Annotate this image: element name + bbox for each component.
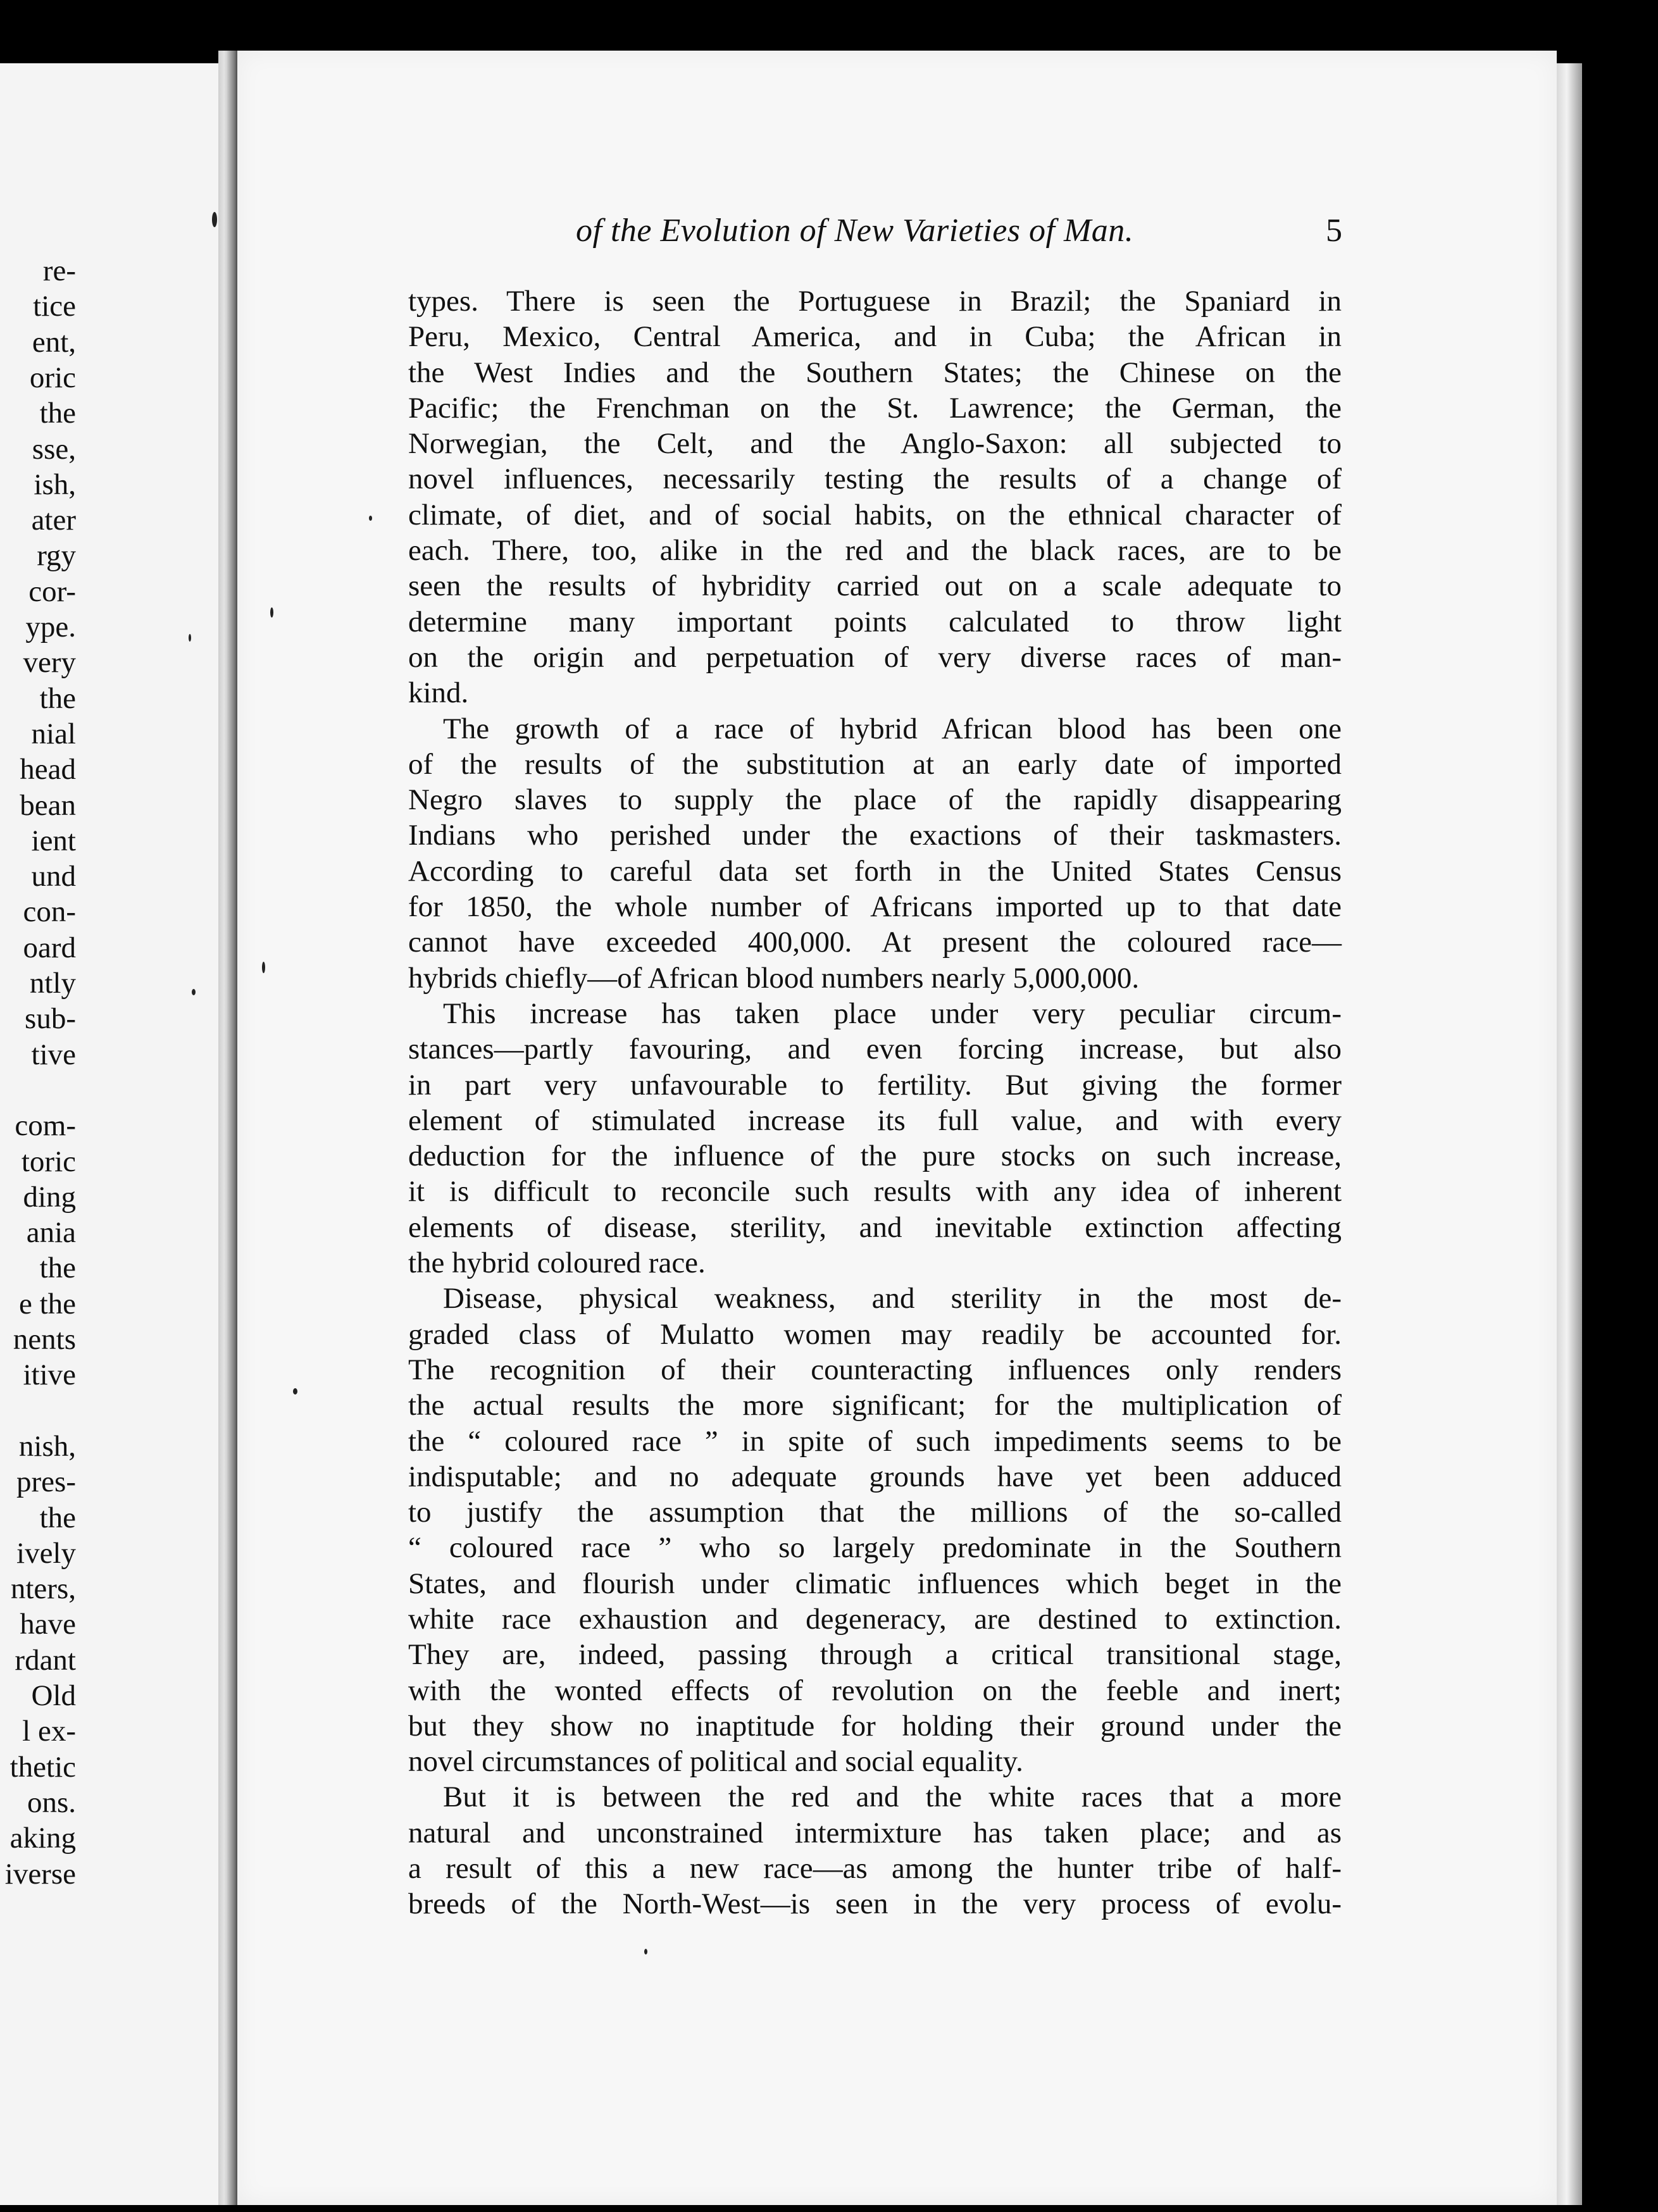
- facing-page-line: sse,: [32, 432, 76, 466]
- scan-speck: [369, 516, 372, 521]
- text-line: the hybrid coloured race.: [408, 1246, 706, 1280]
- facing-page-line: Old: [31, 1679, 76, 1712]
- text-line: climate, of diet, and of social habits, on the ethnical character of: [408, 498, 1342, 531]
- text-line: the “ coloured race ” in spite of such impediments seems to be: [408, 1424, 1342, 1458]
- page-edge: [1557, 63, 1582, 2205]
- text-line: novel circumstances of political and social equality.: [408, 1745, 1023, 1779]
- facing-page-line: l ex-: [22, 1715, 76, 1748]
- paragraph: [408, 283, 1342, 711]
- paragraph: [408, 1281, 1342, 1779]
- facing-page-line: cor-: [28, 575, 76, 608]
- text-line: The recognition of their counteracting influences only renders: [408, 1353, 1342, 1386]
- facing-page-line: head: [20, 753, 76, 786]
- facing-page-line: und: [31, 860, 76, 893]
- facing-page-line: nters,: [10, 1572, 76, 1606]
- text-line: “ coloured race ” who so largely predominate in the Southern: [408, 1531, 1342, 1565]
- running-head: of the Evolution of New Varieties of Man.: [576, 213, 1134, 249]
- text-line: This increase has taken place under very peculiar circum-: [443, 997, 1342, 1030]
- text-line: Disease, physical weakness, and sterility in the most de-: [443, 1282, 1342, 1315]
- text-line: element of stimulated increase its full value, and with every: [408, 1103, 1342, 1137]
- facing-page-line: ding: [23, 1180, 76, 1214]
- facing-page-line: nish,: [18, 1429, 76, 1463]
- text-line: the West Indies and the Southern States; the Chinese on the: [408, 356, 1342, 389]
- facing-page-line: ively: [16, 1536, 76, 1570]
- text-line: novel influences, necessarily testing the results of a change of: [408, 463, 1342, 496]
- facing-page-line: rdant: [15, 1643, 76, 1677]
- text-line: The growth of a race of hybrid African blood has been one: [443, 712, 1342, 745]
- facing-page-line: the: [39, 681, 76, 715]
- text-line: Pacific; the Frenchman on the St. Lawrence; the German, the: [408, 391, 1342, 425]
- scan-speck: [192, 989, 196, 995]
- text-line: Negro slaves to supply the place of the rapidly disappearing: [408, 783, 1342, 817]
- text-line: determine many important points calculated to throw light: [408, 605, 1342, 638]
- text-line: seen the results of hybridity carried out on a scale adequate to: [408, 569, 1342, 603]
- facing-page-line: ent,: [32, 325, 76, 359]
- text-line: the actual results the more significant; for the multiplication of: [408, 1389, 1342, 1422]
- scan-speck: [189, 634, 191, 642]
- text-line: with the wonted effects of revolution on the feeble and inert;: [408, 1674, 1342, 1707]
- facing-page-line: very: [23, 646, 76, 680]
- text-line: of the results of the substitution at an early date of imported: [408, 747, 1342, 781]
- text-line: Norwegian, the Celt, and the Anglo-Saxon: all subjected to: [408, 427, 1342, 461]
- facing-page-line: nents: [13, 1323, 76, 1356]
- text-line: a result of this a new race—as among the hunter tribe of half-: [408, 1852, 1342, 1886]
- scan-speck: [262, 962, 265, 973]
- facing-page-line: ons.: [27, 1786, 76, 1819]
- text-line: elements of disease, sterility, and inevitable extinction affecting: [408, 1210, 1342, 1244]
- facing-page-line: con-: [23, 895, 76, 929]
- text-line: cannot have exceeded 400,000. At present the coloured race—: [408, 926, 1342, 959]
- facing-page-line: ient: [31, 824, 76, 857]
- scan-speck: [270, 607, 273, 618]
- text-line: graded class of Mulatto women may readily be accounted for.: [408, 1317, 1342, 1351]
- facing-page-line: iverse: [4, 1857, 76, 1891]
- text-line: it is difficult to reconcile such results with any idea of inherent: [408, 1175, 1342, 1209]
- facing-page-line: oard: [23, 931, 76, 964]
- facing-page-line: ype.: [25, 611, 76, 643]
- text-line: Peru, Mexico, Central America, and in Cuba; the African in: [408, 320, 1342, 354]
- text-line: According to careful data set forth in the United States Census: [408, 854, 1342, 888]
- text-line: They are, indeed, passing through a critical transitional stage,: [408, 1638, 1342, 1672]
- facing-page-line: e the: [18, 1287, 76, 1320]
- facing-page-line: toric: [21, 1145, 76, 1178]
- text-line: indisputable; and no adequate grounds have yet been adduced: [408, 1460, 1342, 1493]
- facing-page-line: thetic: [9, 1750, 76, 1784]
- scan-speck: [644, 1949, 647, 1954]
- text-line: deduction for the influence of the pure stocks on such increase,: [408, 1140, 1342, 1173]
- facing-page-line: tice: [33, 290, 76, 323]
- facing-page-line: ish,: [34, 468, 76, 501]
- text-line: But it is between the red and the white races that a more: [443, 1780, 1342, 1814]
- facing-page-line: rgy: [37, 539, 76, 573]
- text-line: on the origin and perpetuation of very diverse races of man-: [408, 640, 1342, 674]
- text-line: hybrids chiefly—of African blood numbers nearly 5,000,000.: [408, 961, 1140, 995]
- page-number: 5: [1326, 213, 1342, 249]
- facing-page-line: bean: [20, 788, 76, 822]
- paragraph: [408, 711, 1342, 996]
- facing-page-line: the: [39, 1501, 76, 1534]
- text-line: States, and flourish under climatic influences which beget in the: [408, 1567, 1342, 1600]
- facing-page-line: the: [39, 1252, 76, 1285]
- text-line: white race exhaustion and degeneracy, are destined to extinction.: [408, 1602, 1342, 1636]
- text-line: but they show no inaptitude for holding their ground under the: [408, 1709, 1342, 1743]
- scan-speck: [212, 212, 217, 227]
- text-line: stances—partly favouring, and even forcing increase, but also: [408, 1033, 1342, 1066]
- paragraph: [408, 996, 1342, 1281]
- facing-page-line: ntly: [29, 967, 76, 1000]
- text-line: in part very unfavourable to fertility. But giving the former: [408, 1068, 1342, 1102]
- facing-page-line: sub-: [25, 1002, 76, 1036]
- text-line: types. There is seen the Portuguese in Brazil; the Spaniard in: [408, 285, 1342, 318]
- text-line: to justify the assumption that the millions of the so-called: [408, 1496, 1342, 1529]
- facing-page: [0, 63, 218, 2205]
- scan-speck: [293, 1388, 297, 1395]
- facing-page-line: ater: [31, 504, 76, 537]
- facing-page-line: oric: [29, 361, 76, 394]
- facing-page-line: pres-: [16, 1465, 76, 1499]
- facing-page-line: com-: [15, 1109, 76, 1143]
- text-line: kind.: [408, 676, 469, 710]
- facing-page-line: nial: [31, 717, 76, 750]
- facing-page-line: ania: [26, 1216, 76, 1250]
- text-line: Indians who perished under the exactions of their taskmasters.: [408, 819, 1342, 852]
- text-line: for 1850, the whole number of Africans imported up to that date: [408, 890, 1342, 924]
- facing-page-line: re-: [42, 254, 76, 287]
- text-line: breeds of the North-West—is seen in the very process of evolu-: [408, 1887, 1342, 1921]
- paragraph: [408, 1779, 1342, 1922]
- facing-page-line: aking: [9, 1822, 76, 1855]
- text-line: natural and unconstrained intermixture has taken place; and as: [408, 1816, 1342, 1849]
- text-line: each. There, too, alike in the red and the black races, are to be: [408, 534, 1342, 568]
- facing-page-line: the: [39, 397, 76, 430]
- body-text: [408, 283, 1342, 1922]
- facing-page-line: tive: [31, 1038, 76, 1071]
- facing-page-line: have: [20, 1608, 76, 1641]
- facing-page-line: itive: [23, 1358, 76, 1392]
